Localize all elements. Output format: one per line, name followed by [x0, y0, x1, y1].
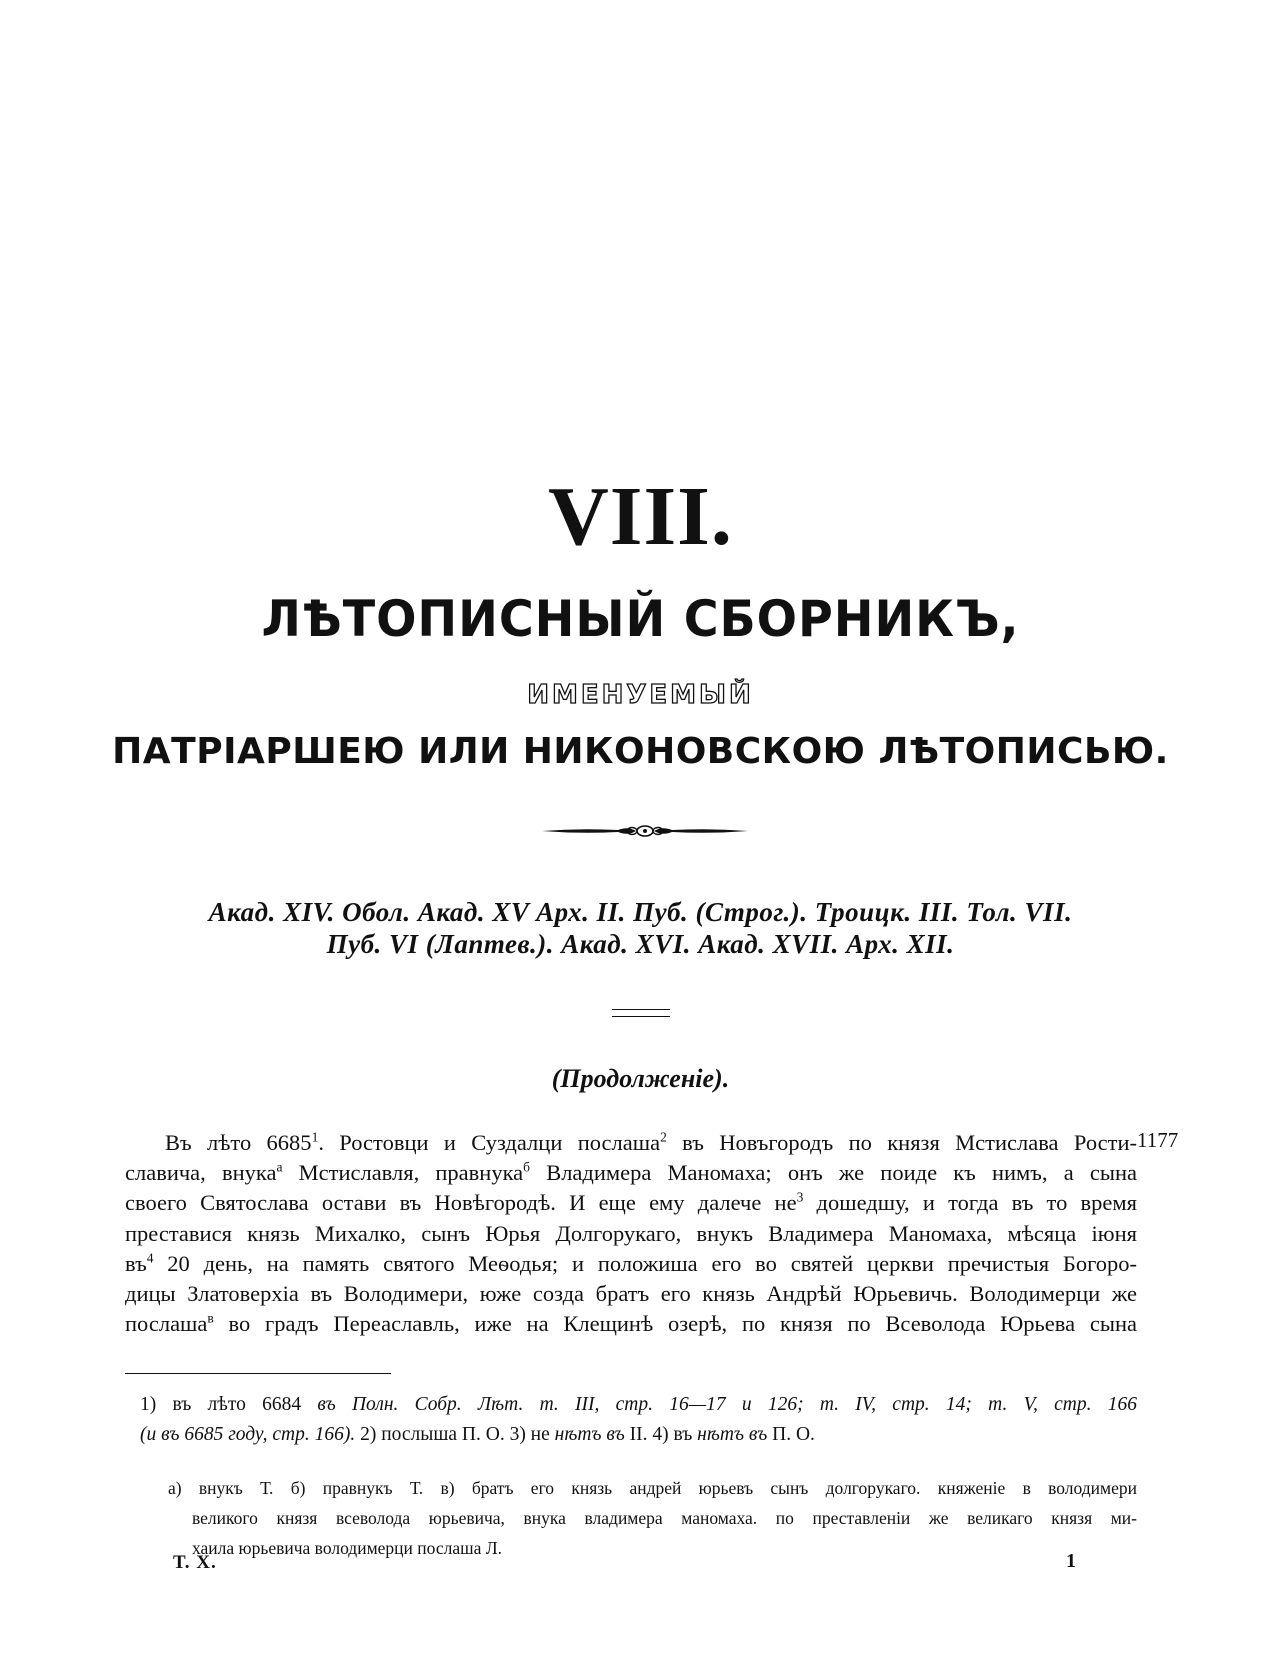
footnote-line: а) внукъ Т. б) правнукъ Т. в) братъ его князь андрей юрьевъ сынъ долгорукаго. княженіе в володимери [168, 1478, 1137, 1498]
footnote-line: великого князя всеволода юрьевича, внука владимера маномаха. по преставленіи же великаго князя ми- [192, 1508, 1137, 1528]
margin-year: 1177 [1137, 1128, 1179, 1152]
footnote-line: (и въ 6685 году, стр. 166). 2) послыша П. О. 3) не нѣтъ въ II. 4) въ нѣтъ въ П. О. [140, 1424, 815, 1445]
sigla-line-2: Пуб. VI (Лаптев.). Акад. XVI. Акад. XVII. Арх. XII. [326, 929, 955, 959]
body-line: послаша$^в$ во градъ Переаславль, иже на Клещинѣ озерѣ, по князя по Всеволода Юрьева сына [125, 1310, 1137, 1337]
page-number: 1 [1066, 1550, 1076, 1572]
numbered-footnotes [140, 1390, 1137, 1450]
body-line: славича, внука$^а$ Мстиславля, правнука$^б$ Владимера Маномаха; онъ же поиде къ нимъ, а сына [125, 1159, 1137, 1186]
chapter-roman-numeral: VIII. [548, 470, 733, 563]
subtitle-outlined-word: ИМЕНУЕМЫЙ [527, 680, 754, 710]
manuscript-sigla [120, 896, 1161, 960]
footnote-separator [125, 1373, 391, 1374]
double-rule-divider [612, 1009, 670, 1017]
footnote-line: хаила юрьевича володимерци послаша Л. [192, 1538, 502, 1558]
footnote-line: 1) въ лѣто 6684 въ Полн. Собр. Лѣт. т. III, стр. 16—17 и 126; т. IV, стр. 14; т. V, стр. 166 [140, 1394, 1137, 1415]
body-line: своего Святослава остави въ Новѣгородѣ. И еще ему далече $не^3$ дошедшу, и тогда въ то время [125, 1189, 1137, 1216]
body-line: $въ^4$ 20 день, на память святого Меѳодья; и положиша его во святей церкви пречистыя Богоро- [125, 1250, 1137, 1276]
subtitle-line: ПАТРІАРШЕЮ ИЛИ НИКОНОВСКОЮ ЛѢТОПИСЬЮ. [112, 731, 1169, 772]
body-line: дицы Златоверхіа въ Володимери, юже созда братъ его князь Андрѣй Юрьевичь. Володимерци же [125, 1280, 1137, 1306]
decorative-ornament-icon [540, 820, 750, 842]
volume-label: Т. Х. [173, 1552, 217, 1573]
body-line: преставися князь Михалко, сынъ Юрья Долгорукаго, внукъ Владимера Маномаха, мѣсяца іюня [125, 1220, 1137, 1246]
body-line: Въ лѣто 6685$^1$. Ростовци и Суздалци послаша$^2$ въ Новъгородъ по князя Мстислава Рости- [165, 1129, 1137, 1155]
chronicle-body-text [125, 1128, 1137, 1339]
sigla-line-1: Акад. XIV. Обол. Акад. XV Арх. II. Пуб. (Строг.). Троицк. III. Тол. VII. [208, 897, 1073, 927]
continuation-heading: (Продолженіе). [551, 1064, 730, 1093]
chapter-title: ЛѢТОПИСНЫЙ СБОРНИКЪ, [261, 590, 1020, 648]
lettered-footnotes [168, 1473, 1137, 1563]
